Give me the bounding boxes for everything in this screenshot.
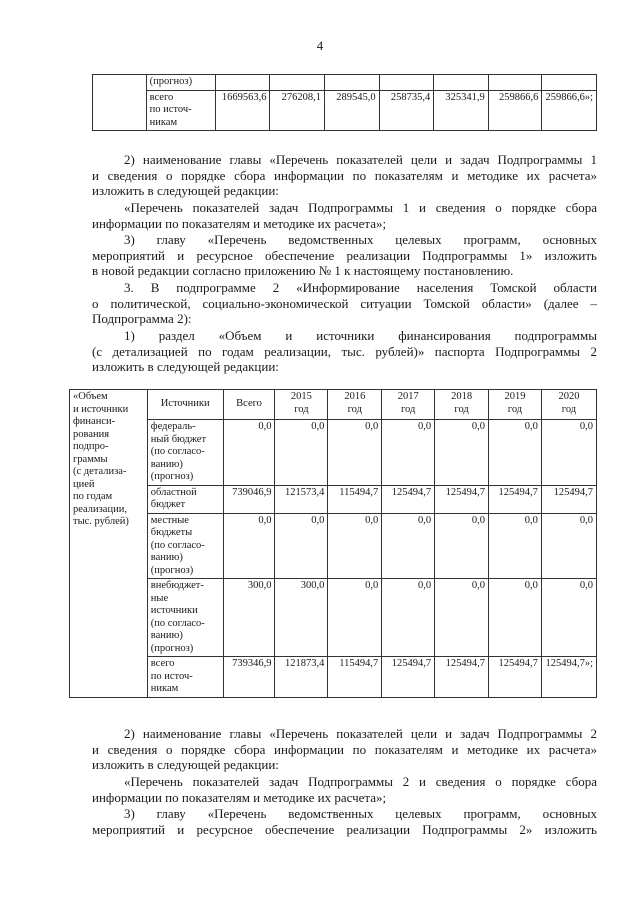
value-cell: 0,0: [435, 513, 489, 579]
value-cell: 125494,7: [382, 657, 435, 698]
paragraph: 3. В подпрограмме 2 «Информирование населения Томской области: [124, 280, 597, 295]
table-row: [93, 90, 597, 131]
source-label: всего по источ- никам: [147, 657, 223, 698]
value-cell: 115494,7: [328, 485, 382, 513]
value-cell: 0,0: [541, 420, 596, 486]
value-cell: 0,0: [435, 420, 489, 486]
paragraph: в новой редакции согласно приложению № 1 к настоящему постановлению.: [92, 263, 514, 278]
row-label: (прогноз): [146, 75, 215, 91]
financing-table: [69, 389, 597, 698]
value-cell: 121573,4: [275, 485, 328, 513]
section-label: «Объем и источники финанси- рования подпро- граммы (с детализа- цией по годам реализации, тыс. рублей): [70, 390, 148, 698]
header-total: Всего: [223, 390, 275, 420]
value-cell: 258735,4: [379, 90, 434, 131]
value-cell: 300,0: [275, 579, 328, 657]
value-cell: 125494,7: [489, 485, 542, 513]
header-year: 2015 год: [275, 390, 328, 420]
value-cell: 0,0: [541, 513, 596, 579]
source-label: местные бюджеты (по согласо- ванию) (прогноз): [147, 513, 223, 579]
total-cell: 0,0: [223, 513, 275, 579]
header-year: 2020 год: [541, 390, 596, 420]
value-cell: 0,0: [435, 579, 489, 657]
paragraph: 2) наименование главы «Перечень показателей цели и задач Подпрограммы 2: [124, 726, 597, 741]
value-cell: 259866,6: [488, 90, 542, 131]
table-row: [93, 75, 597, 91]
value-cell: 1669563,6: [215, 90, 270, 131]
value-cell: 125494,7: [541, 485, 596, 513]
value-cell: 259866,6»;: [542, 90, 597, 131]
header-year: 2017 год: [382, 390, 435, 420]
table-row: [70, 513, 597, 579]
source-label: областной бюджет: [147, 485, 223, 513]
total-cell: 300,0: [223, 579, 275, 657]
paragraph: (с детализацией по годам реализации, тыс. рублей)» паспорта Подпрограммы 2: [92, 343, 597, 359]
paragraph: и сведения о порядке сбора информации по показателям и методике их расчета»: [92, 167, 597, 183]
value-cell: 0,0: [489, 513, 542, 579]
table-row: [70, 579, 597, 657]
row-label: всего по источ- никам: [146, 90, 215, 131]
paragraph: 2) наименование главы «Перечень показателей цели и задач Подпрограммы 1: [124, 152, 597, 167]
source-label: федераль- ный бюджет (по согласо- ванию) (прогноз): [147, 420, 223, 486]
value-cell: 125494,7: [489, 657, 542, 698]
value-cell: 0,0: [328, 420, 382, 486]
value-cell: 0,0: [382, 513, 435, 579]
header-sources: Источники: [147, 390, 223, 420]
page-number: 4: [316, 38, 324, 53]
table-row: [70, 657, 597, 698]
blank-cell: [93, 75, 147, 131]
value-cell: 325341,9: [434, 90, 489, 131]
paragraph: изложить в следующей редакции:: [92, 183, 279, 198]
value-cell: 0,0: [489, 579, 542, 657]
paragraph: «Перечень показателей задач Подпрограммы 1 и сведения о порядке сбора: [124, 200, 597, 215]
table-row: [70, 485, 597, 513]
source-label: внебюджет- ные источники (по согласо- ванию) (прогноз): [147, 579, 223, 657]
paragraph: и сведения о порядке сбора информации по показателям и методике их расчета»: [92, 741, 597, 757]
paragraph: информации по показателям и методике их расчета»;: [92, 215, 387, 231]
value-cell: 125494,7»;: [541, 657, 596, 698]
value-cell: 0,0: [328, 513, 382, 579]
paragraph: «Перечень показателей задач Подпрограммы 2 и сведения о порядке сбора: [124, 774, 597, 789]
total-cell: 0,0: [223, 420, 275, 486]
paragraph: изложить в следующей редакции:: [92, 359, 279, 374]
paragraph: 1) раздел «Объем и источники финансирования подпрограммы: [124, 328, 597, 343]
value-cell: 0,0: [275, 513, 328, 579]
value-cell: 0,0: [489, 420, 542, 486]
paragraph: мероприятий и ресурсное обеспечение реализации Подпрограммы 1» изложить: [92, 247, 597, 263]
paragraph: 3) главу «Перечень ведомственных целевых программ, основных: [124, 232, 597, 247]
paragraph: информации по показателям и методике их расчета»;: [92, 789, 387, 805]
table-row: [70, 420, 597, 486]
value-cell: 125494,7: [435, 657, 489, 698]
value-cell: 289545,0: [325, 90, 380, 131]
paragraph: мероприятий и ресурсное обеспечение реализации Подпрограммы 2» изложить: [92, 821, 597, 837]
value-cell: 115494,7: [328, 657, 382, 698]
header-row: [70, 390, 597, 420]
value-cell: 0,0: [328, 579, 382, 657]
value-cell: 121873,4: [275, 657, 328, 698]
header-year: 2019 год: [489, 390, 542, 420]
header-year: 2018 год: [435, 390, 489, 420]
header-year: 2016 год: [328, 390, 382, 420]
top-table: [92, 74, 597, 131]
value-cell: 125494,7: [382, 485, 435, 513]
value-cell: 125494,7: [435, 485, 489, 513]
value-cell: 0,0: [382, 420, 435, 486]
value-cell: 0,0: [275, 420, 328, 486]
value-cell: 0,0: [541, 579, 596, 657]
paragraph: 3) главу «Перечень ведомственных целевых программ, основных: [124, 806, 597, 821]
total-cell: 739046,9: [223, 485, 275, 513]
paragraph: о политической, социально-экономической ситуации Томской области» (далее –: [92, 295, 597, 311]
value-cell: 276208,1: [270, 90, 325, 131]
paragraph: Подпрограмма 2):: [92, 311, 192, 326]
paragraph: изложить в следующей редакции:: [92, 757, 279, 772]
value-cell: 0,0: [382, 579, 435, 657]
total-cell: 739346,9: [223, 657, 275, 698]
